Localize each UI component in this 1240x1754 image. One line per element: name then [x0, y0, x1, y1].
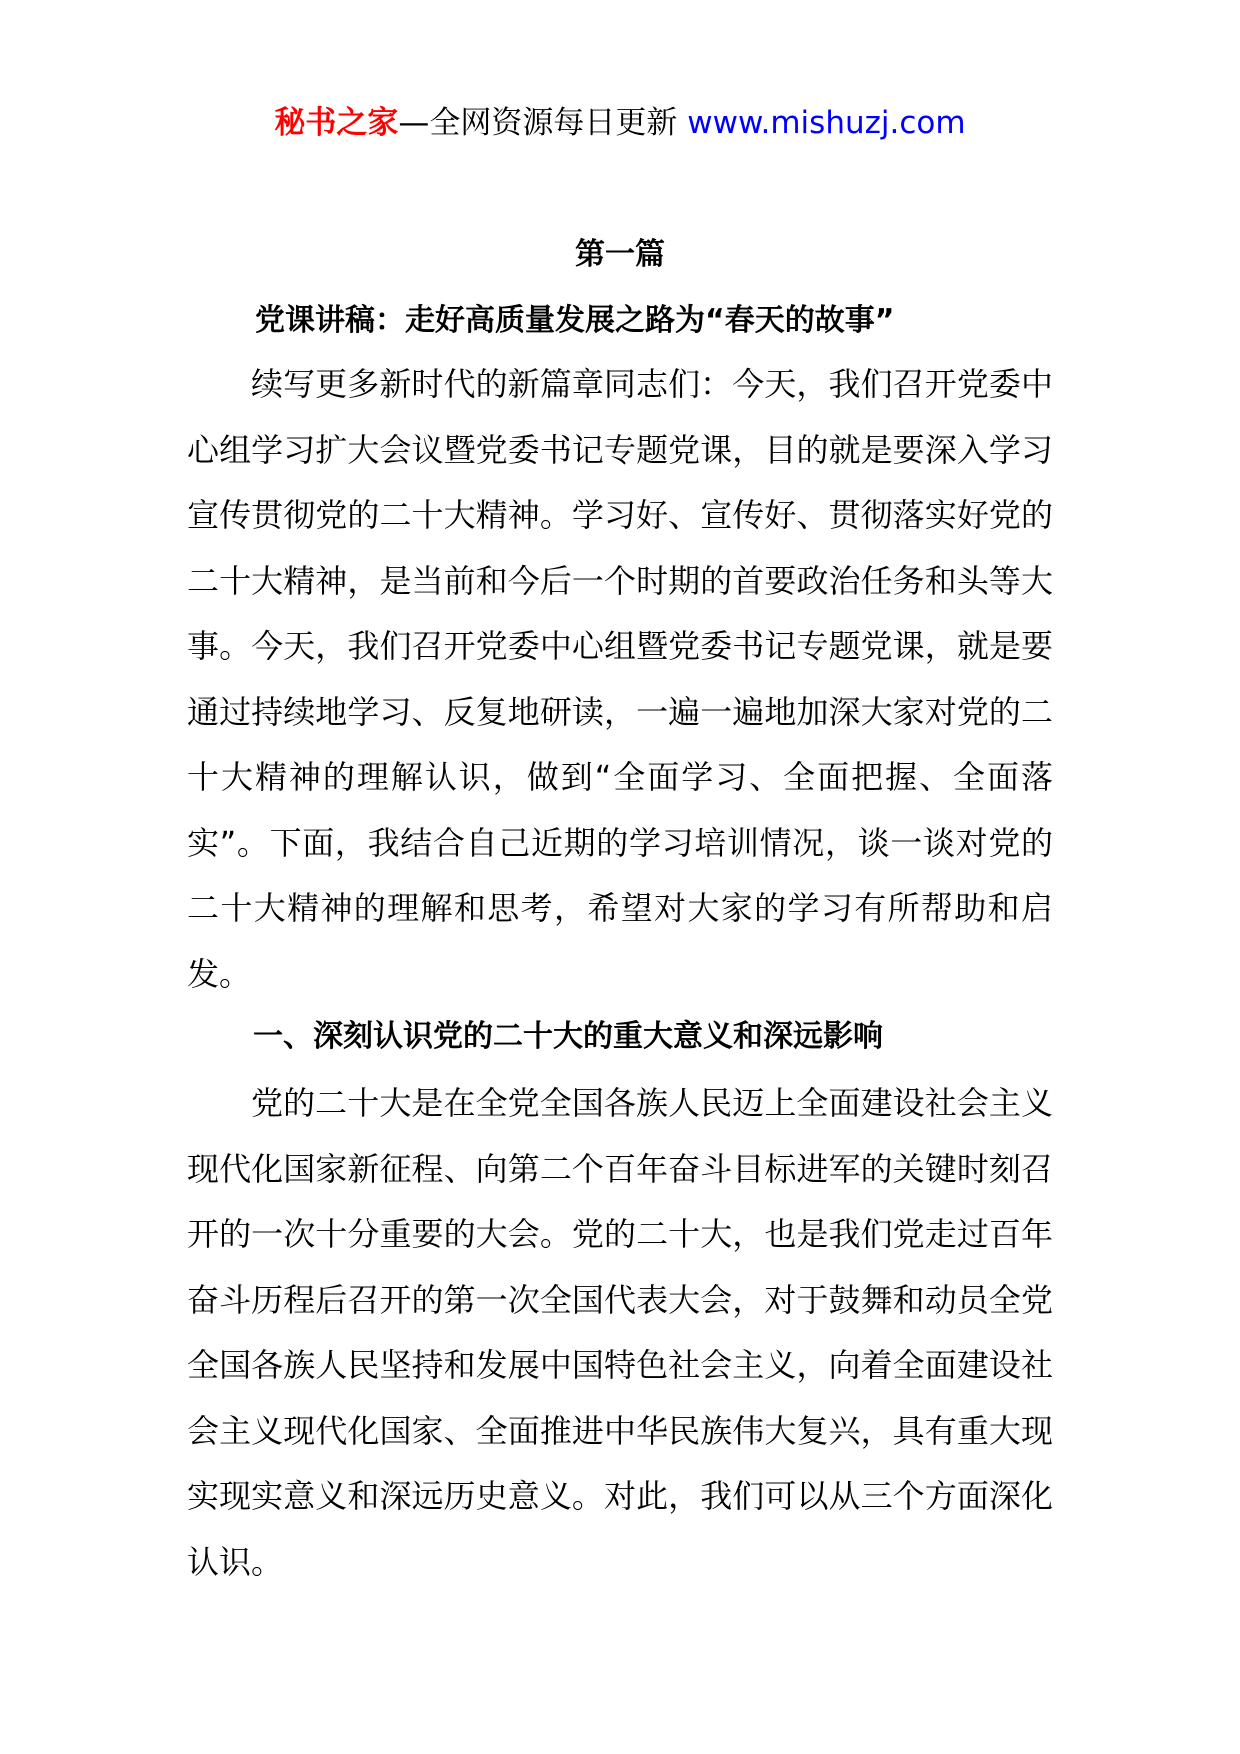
- header-tagline: —全网资源每日更新: [398, 105, 678, 141]
- part-title: 第一篇: [575, 237, 665, 272]
- body-paragraph-2: 党的二十大是在全党全国各族人民迈上全面建设社会主义现代化国家新征程、向第二个百年奋斗目标进军的关键时刻召开的一次十分重要的大会。党的二十大，也是我们党走过百年奋斗历程后召开的第一次全国代表大会，对于鼓舞和动员全党全国各族人民坚持和发展中国特色社会主义，向着全面建设社会主义现代化国家、全面推进中华民族伟大复兴，具有重大现实现实意义和深远历史意义。对此，我们可以从三个方面深化认识。: [187, 1084, 1053, 1581]
- page-header: [0, 101, 1240, 145]
- section-1-title: 一、深刻认识党的二十大的重大意义和深远影响: [253, 1019, 883, 1054]
- body-paragraph-1: 续写更多新时代的新篇章同志们：今天，我们召开党委中心组学习扩大会议暨党委书记专题党课，目的就是要深入学习宣传贯彻党的二十大精神。学习好、宣传好、贯彻落实好党的二十大精神，是当前和今后一个时期的首要政治任务和头等大事。今天，我们召开党委中心组暨党委书记专题党课，就是要通过持续地学习、反复地研读，一遍一遍地加深大家对党的二十大精神的理解认识，做到“全面学习、全面把握、全面落实”。下面，我结合自己近期的学习培训情况，谈一谈对党的二十大精神的理解和思考，希望对大家的学习有所帮助和启发。: [187, 365, 1053, 993]
- document-body: [187, 236, 1053, 1595]
- document-title: 党课讲稿：走好高质量发展之路为“春天的故事”: [255, 303, 895, 338]
- site-url[interactable]: www.mishuzj.com: [687, 105, 966, 141]
- brand-name: 秘书之家: [274, 105, 399, 141]
